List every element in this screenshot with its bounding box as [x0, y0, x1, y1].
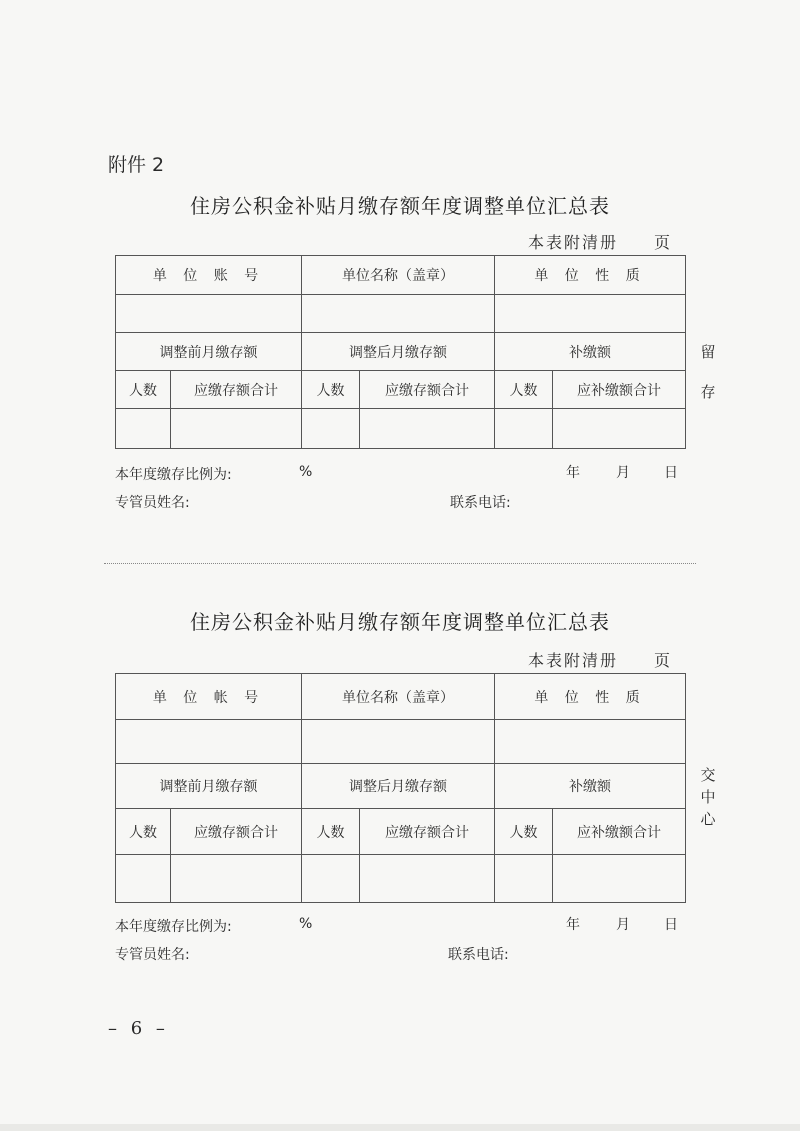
cell-people-supplement[interactable]: [495, 855, 553, 903]
cell-due-total-after[interactable]: [360, 409, 495, 449]
cell-people-before[interactable]: [116, 855, 171, 903]
header-before-adjust: 调整前月缴存额: [116, 333, 302, 371]
scan-edge: [0, 1124, 800, 1131]
header-people-before: 人数: [116, 371, 171, 409]
header-due-total-after: 应缴存额合计: [360, 809, 495, 855]
header-after-adjust: 调整后月缴存额: [302, 764, 495, 809]
header-due-total-before: 应缴存额合计: [171, 371, 302, 409]
year-label-1: 年: [566, 465, 580, 481]
header-due-total-before: 应缴存额合计: [171, 809, 302, 855]
header-unit-nature: 单 位 性 质: [495, 674, 686, 720]
header-unit-nature: 单 位 性 质: [495, 256, 686, 295]
header-unit-account: 单 位 帐 号: [116, 674, 302, 720]
percent-sign-2: %: [299, 916, 313, 932]
header-unit-name: 单位名称（盖章）: [302, 256, 495, 295]
day-label-2: 日: [664, 917, 678, 933]
header-people-supplement: 人数: [495, 371, 553, 409]
page-note-suffix: 页: [654, 651, 673, 670]
month-label-2: 月: [616, 917, 630, 933]
cell-supp-total[interactable]: [553, 855, 686, 903]
header-unit-account: 单 位 账 号: [116, 256, 302, 295]
cell-unit-name[interactable]: [302, 295, 495, 333]
cell-supp-total[interactable]: [553, 409, 686, 449]
cell-people-after[interactable]: [302, 855, 360, 903]
phone-label-1: 联系电话:: [450, 495, 511, 511]
summary-table-1: [115, 255, 686, 449]
page-note-prefix: 本表附清册: [528, 233, 619, 252]
attachment-label: 附件 2: [108, 154, 165, 176]
header-people-supplement: 人数: [495, 809, 553, 855]
page-note-1: [528, 230, 672, 253]
page-number: – 6 –: [108, 1018, 169, 1039]
header-supplement: 补缴额: [495, 333, 686, 371]
header-people-before: 人数: [116, 809, 171, 855]
month-label-1: 月: [616, 465, 630, 481]
cell-unit-name[interactable]: [302, 720, 495, 764]
staff-name-label-1: 专管员姓名:: [115, 495, 190, 511]
page-note-2: [528, 648, 672, 671]
header-supp-total: 应补缴额合计: [553, 809, 686, 855]
cell-unit-account[interactable]: [116, 720, 302, 764]
staff-name-label-2: 专管员姓名:: [115, 947, 190, 963]
percent-sign-1: %: [299, 464, 313, 480]
form-title-1: 住房公积金补贴月缴存额年度调整单位汇总表: [190, 194, 610, 218]
header-people-after: 人数: [302, 809, 360, 855]
header-supp-total: 应补缴额合计: [553, 371, 686, 409]
header-unit-name: 单位名称（盖章）: [302, 674, 495, 720]
side-mark-retain: 留 存: [700, 343, 716, 401]
cut-line: [104, 563, 696, 564]
cell-due-total-after[interactable]: [360, 855, 495, 903]
cell-people-after[interactable]: [302, 409, 360, 449]
cell-due-total-before[interactable]: [171, 855, 302, 903]
cell-unit-nature[interactable]: [495, 295, 686, 333]
page-note-suffix: 页: [654, 233, 673, 252]
cell-unit-account[interactable]: [116, 295, 302, 333]
summary-table-2: [115, 673, 686, 903]
header-supplement: 补缴额: [495, 764, 686, 809]
ratio-label-2: 本年度缴存比例为:: [115, 919, 232, 935]
header-due-total-after: 应缴存额合计: [360, 371, 495, 409]
side-mark-submit-center: 交 中 心: [700, 766, 716, 828]
header-people-after: 人数: [302, 371, 360, 409]
year-label-2: 年: [566, 917, 580, 933]
header-before-adjust: 调整前月缴存额: [116, 764, 302, 809]
day-label-1: 日: [664, 465, 678, 481]
cell-unit-nature[interactable]: [495, 720, 686, 764]
cell-people-before[interactable]: [116, 409, 171, 449]
page-note-prefix: 本表附清册: [528, 651, 619, 670]
cell-due-total-before[interactable]: [171, 409, 302, 449]
phone-label-2: 联系电话:: [448, 947, 509, 963]
ratio-label-1: 本年度缴存比例为:: [115, 467, 232, 483]
form-title-2: 住房公积金补贴月缴存额年度调整单位汇总表: [190, 610, 610, 634]
cell-people-supplement[interactable]: [495, 409, 553, 449]
header-after-adjust: 调整后月缴存额: [302, 333, 495, 371]
